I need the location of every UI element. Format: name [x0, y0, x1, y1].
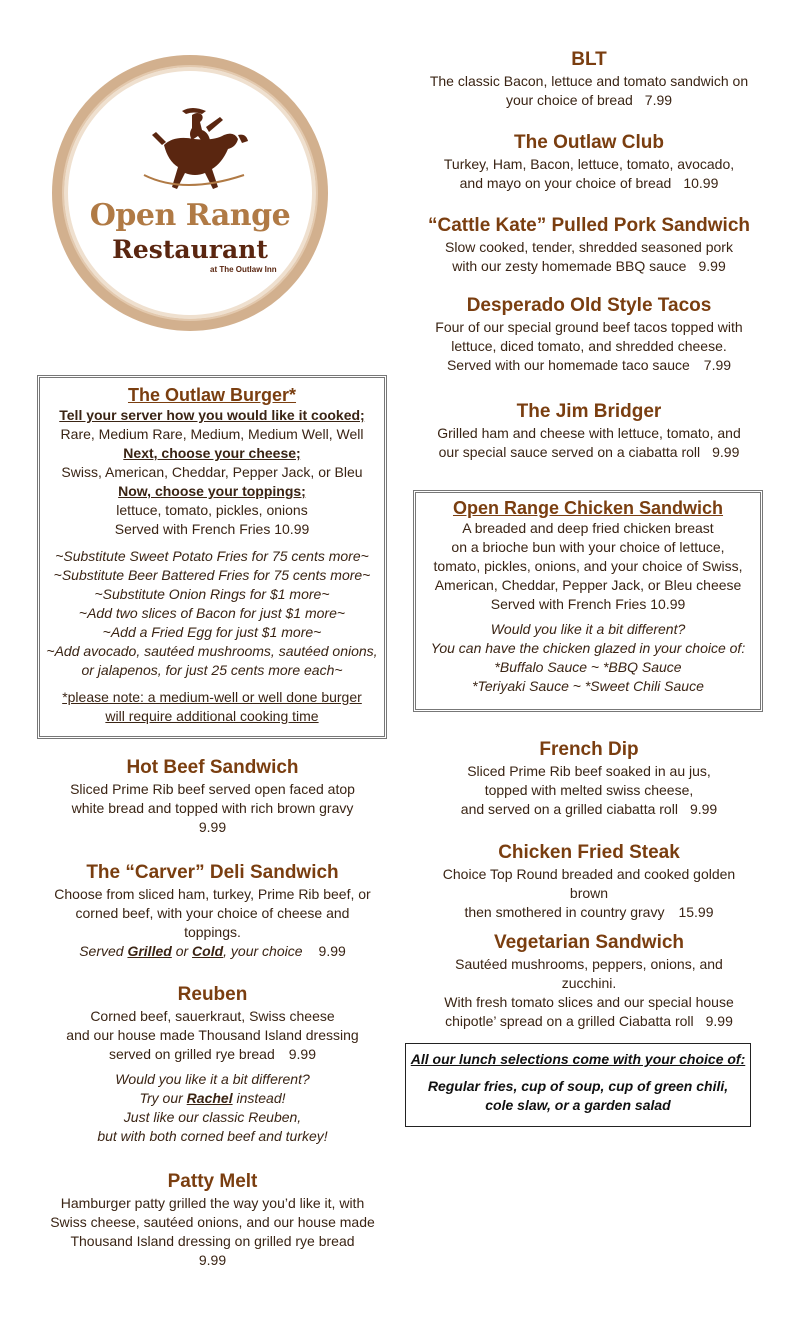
reuben-desc: served on grilled rye bread: [108, 1046, 275, 1062]
logo-subtitle: Restaurant: [112, 235, 268, 264]
chicken-alt: *Buffalo Sauce ~ *BBQ Sauce: [494, 659, 682, 675]
patty-melt-price: 9.99: [198, 1252, 227, 1268]
carver-price: 9.99: [318, 943, 346, 959]
blt-item: [415, 48, 763, 110]
club-desc: Turkey, Ham, Bacon, lettuce, tomato, avocado,: [443, 156, 735, 172]
sides-box: [405, 1043, 751, 1127]
cfs-price: 15.99: [678, 904, 714, 920]
logo-name: Open Range: [89, 198, 291, 233]
jim-bridger-item: [415, 400, 763, 462]
burger-extra: ~Substitute Onion Rings for $1 more~: [94, 586, 330, 602]
hot-beef-desc: Sliced Prime Rib beef served open faced atop: [70, 781, 355, 797]
reuben-alt: Just like our classic Reuben,: [123, 1109, 302, 1125]
chicken-desc: A breaded and deep fried chicken breast: [462, 520, 714, 536]
chicken-sandwich-box: [413, 490, 763, 712]
blt-title: BLT: [571, 49, 607, 70]
cfs-desc: Choice Top Round breaded and cooked golden: [442, 866, 736, 882]
carver-served-post: , your choice: [223, 943, 303, 959]
reuben-alt2-post: instead!: [232, 1090, 286, 1106]
burger-cheeses: Swiss, American, Cheddar, Pepper Jack, or Bleu: [61, 464, 363, 480]
carver-item: [40, 861, 385, 961]
burger-extra: ~Add avocado, sautéed mushrooms, sautéed onions,: [46, 643, 378, 659]
bridger-title: The Jim Bridger: [516, 401, 662, 422]
chicken-desc: Served with French Fries 10.99: [490, 596, 686, 612]
patty-melt-item: [40, 1170, 385, 1270]
chicken-alt: Would you like it a bit different?: [490, 621, 686, 637]
hot-beef-title: Hot Beef Sandwich: [126, 757, 299, 778]
restaurant-logo: [52, 55, 328, 331]
tacos-item: [415, 294, 763, 375]
bridger-desc: Grilled ham and cheese with lettuce, tomato, and: [437, 425, 741, 441]
vegetarian-item: [415, 931, 763, 1031]
cfs-desc-line: [415, 903, 763, 922]
outlaw-burger-title: The Outlaw Burger*: [127, 385, 297, 405]
french-dip-title: French Dip: [539, 739, 639, 760]
cattle-kate-desc: with our zesty homemade BBQ sauce: [452, 258, 687, 274]
french-dip-desc: topped with melted swiss cheese,: [484, 782, 694, 798]
tacos-title: Desperado Old Style Tacos: [466, 295, 712, 316]
cattle-kate-desc: Slow cooked, tender, shredded seasoned pork: [445, 239, 733, 255]
burger-doneness: Rare, Medium Rare, Medium, Medium Well, Well: [60, 426, 364, 442]
reuben-item: [40, 983, 385, 1146]
patty-melt-desc: Swiss cheese, sautéed onions, and our house made: [50, 1214, 375, 1230]
veg-desc: Sautéed mushrooms, peppers, onions, and: [455, 956, 723, 972]
french-dip-desc: Sliced Prime Rib beef soaked in au jus,: [467, 763, 711, 779]
burger-extra: or jalapenos, for just 25 cents more each~: [81, 662, 343, 678]
carver-served-pre: Served: [79, 943, 128, 959]
burger-step-cheese: Next, choose your cheese;: [123, 445, 301, 461]
club-desc: and mayo on your choice of bread: [459, 175, 672, 191]
blt-desc: The classic Bacon, lettuce and tomato sandwich on: [429, 73, 749, 89]
hot-beef-desc: white bread and topped with rich brown gravy: [71, 800, 354, 816]
reuben-last-line: [40, 1045, 385, 1064]
club-price: 10.99: [683, 175, 719, 191]
blt-price: 7.99: [644, 92, 673, 108]
cattle-kate-desc-line: [415, 257, 763, 276]
bridger-desc-line: [415, 443, 763, 462]
tacos-desc-line: [415, 356, 763, 375]
french-dip-price: 9.99: [689, 801, 718, 817]
burger-served: Served with French Fries 10.99: [114, 521, 310, 537]
blt-desc: your choice of bread: [505, 92, 633, 108]
burger-note: *please note: a medium-well or well done burger: [62, 689, 362, 705]
reuben-alt: but with both corned beef and turkey!: [97, 1128, 328, 1144]
cattle-kate-price: 9.99: [698, 258, 726, 274]
blt-desc-line: [415, 91, 763, 110]
rachel-name: Rachel: [186, 1090, 233, 1106]
carver-or: or: [171, 943, 193, 959]
burger-note: will require additional cooking time: [105, 708, 319, 724]
chicken-alt: You can have the chicken glazed in your choice of:: [430, 640, 746, 656]
patty-melt-title: Patty Melt: [167, 1171, 258, 1192]
cfs-desc: then smothered in country gravy: [464, 904, 665, 920]
cattle-kate-title: “Cattle Kate” Pulled Pork Sandwich: [427, 215, 751, 236]
burger-toppings: lettuce, tomato, pickles, onions: [116, 502, 308, 518]
chicken-title: Open Range Chicken Sandwich: [452, 498, 724, 518]
burger-step-toppings: Now, choose your toppings;: [118, 483, 306, 499]
patty-melt-desc: Thousand Island dressing on grilled rye bread: [70, 1233, 355, 1249]
carver-desc: corned beef, with your choice of cheese and: [75, 905, 350, 921]
chicken-desc: tomato, pickles, onions, and your choice of Swiss,: [433, 558, 743, 574]
reuben-alt: Would you like it a bit different?: [115, 1071, 310, 1087]
carver-grilled: Grilled: [127, 943, 172, 959]
reuben-desc: and our house made Thousand Island dressing: [66, 1027, 359, 1043]
carver-served-line: [40, 942, 385, 961]
cattle-kate-item: [415, 214, 763, 276]
reuben-desc: Corned beef, sauerkraut, Swiss cheese: [90, 1008, 335, 1024]
reuben-alt-line: [40, 1089, 385, 1108]
burger-extra: ~Substitute Sweet Potato Fries for 75 cents more~: [55, 548, 369, 564]
french-dip-desc-line: [415, 800, 763, 819]
tacos-desc: lettuce, diced tomato, and shredded cheese.: [451, 338, 727, 354]
veg-price: 9.99: [705, 1013, 733, 1029]
burger-extra: ~Substitute Beer Battered Fries for 75 cents more~: [53, 567, 371, 583]
veg-desc: zucchini.: [561, 975, 617, 991]
bronco-rider-icon: [134, 105, 254, 205]
burger-extra: ~Add two slices of Bacon for just $1 more~: [78, 605, 346, 621]
club-title: The Outlaw Club: [514, 132, 664, 153]
carver-title: The “Carver” Deli Sandwich: [86, 862, 339, 883]
sides-list: cole slaw, or a garden salad: [485, 1097, 671, 1113]
bridger-desc: our special sauce served on a ciabatta roll: [438, 444, 701, 460]
carver-cold: Cold: [192, 943, 224, 959]
hot-beef-price: 9.99: [198, 819, 227, 835]
tacos-price: 7.99: [703, 357, 732, 373]
burger-extra: ~Add a Fried Egg for just $1 more~: [102, 624, 322, 640]
veg-desc: chipotle’ spread on a grilled Ciabatta roll: [445, 1013, 694, 1029]
cfs-desc: brown: [569, 885, 609, 901]
bridger-price: 9.99: [712, 444, 740, 460]
outlaw-club-item: [415, 131, 763, 193]
sides-list: Regular fries, cup of soup, cup of green chili,: [427, 1078, 729, 1094]
tacos-desc: Four of our special ground beef tacos topped with: [435, 319, 743, 335]
veg-desc-line: [415, 1012, 763, 1031]
carver-desc: toppings.: [184, 924, 241, 940]
veg-title: Vegetarian Sandwich: [493, 932, 685, 953]
tacos-desc: Served with our homemade taco sauce: [446, 357, 690, 373]
reuben-alt2-pre: Try our: [139, 1090, 187, 1106]
french-dip-desc: and served on a grilled ciabatta roll: [460, 801, 678, 817]
carver-desc: Choose from sliced ham, turkey, Prime Rib beef, or: [54, 886, 371, 902]
outlaw-burger-box: [37, 375, 387, 739]
hot-beef-item: [40, 756, 385, 837]
reuben-title: Reuben: [177, 984, 248, 1005]
burger-step-cook: Tell your server how you would like it cooked;: [59, 407, 365, 423]
chicken-desc: on a brioche bun with your choice of lettuce,: [451, 539, 725, 555]
logo-tagline: at The Outlaw Inn: [210, 265, 277, 274]
patty-melt-desc: Hamburger patty grilled the way you’d like it, with: [60, 1195, 365, 1211]
reuben-price: 9.99: [288, 1046, 316, 1062]
club-desc-line: [415, 174, 763, 193]
chicken-fried-steak-item: [415, 841, 763, 922]
chicken-desc: American, Cheddar, Pepper Jack, or Bleu cheese: [434, 577, 742, 593]
french-dip-item: [415, 738, 763, 819]
cfs-title: Chicken Fried Steak: [498, 842, 680, 863]
chicken-alt: *Teriyaki Sauce ~ *Sweet Chili Sauce: [472, 678, 704, 694]
veg-desc: With fresh tomato slices and our special house: [444, 994, 734, 1010]
sides-heading: All our lunch selections come with your choice of:: [410, 1051, 746, 1067]
